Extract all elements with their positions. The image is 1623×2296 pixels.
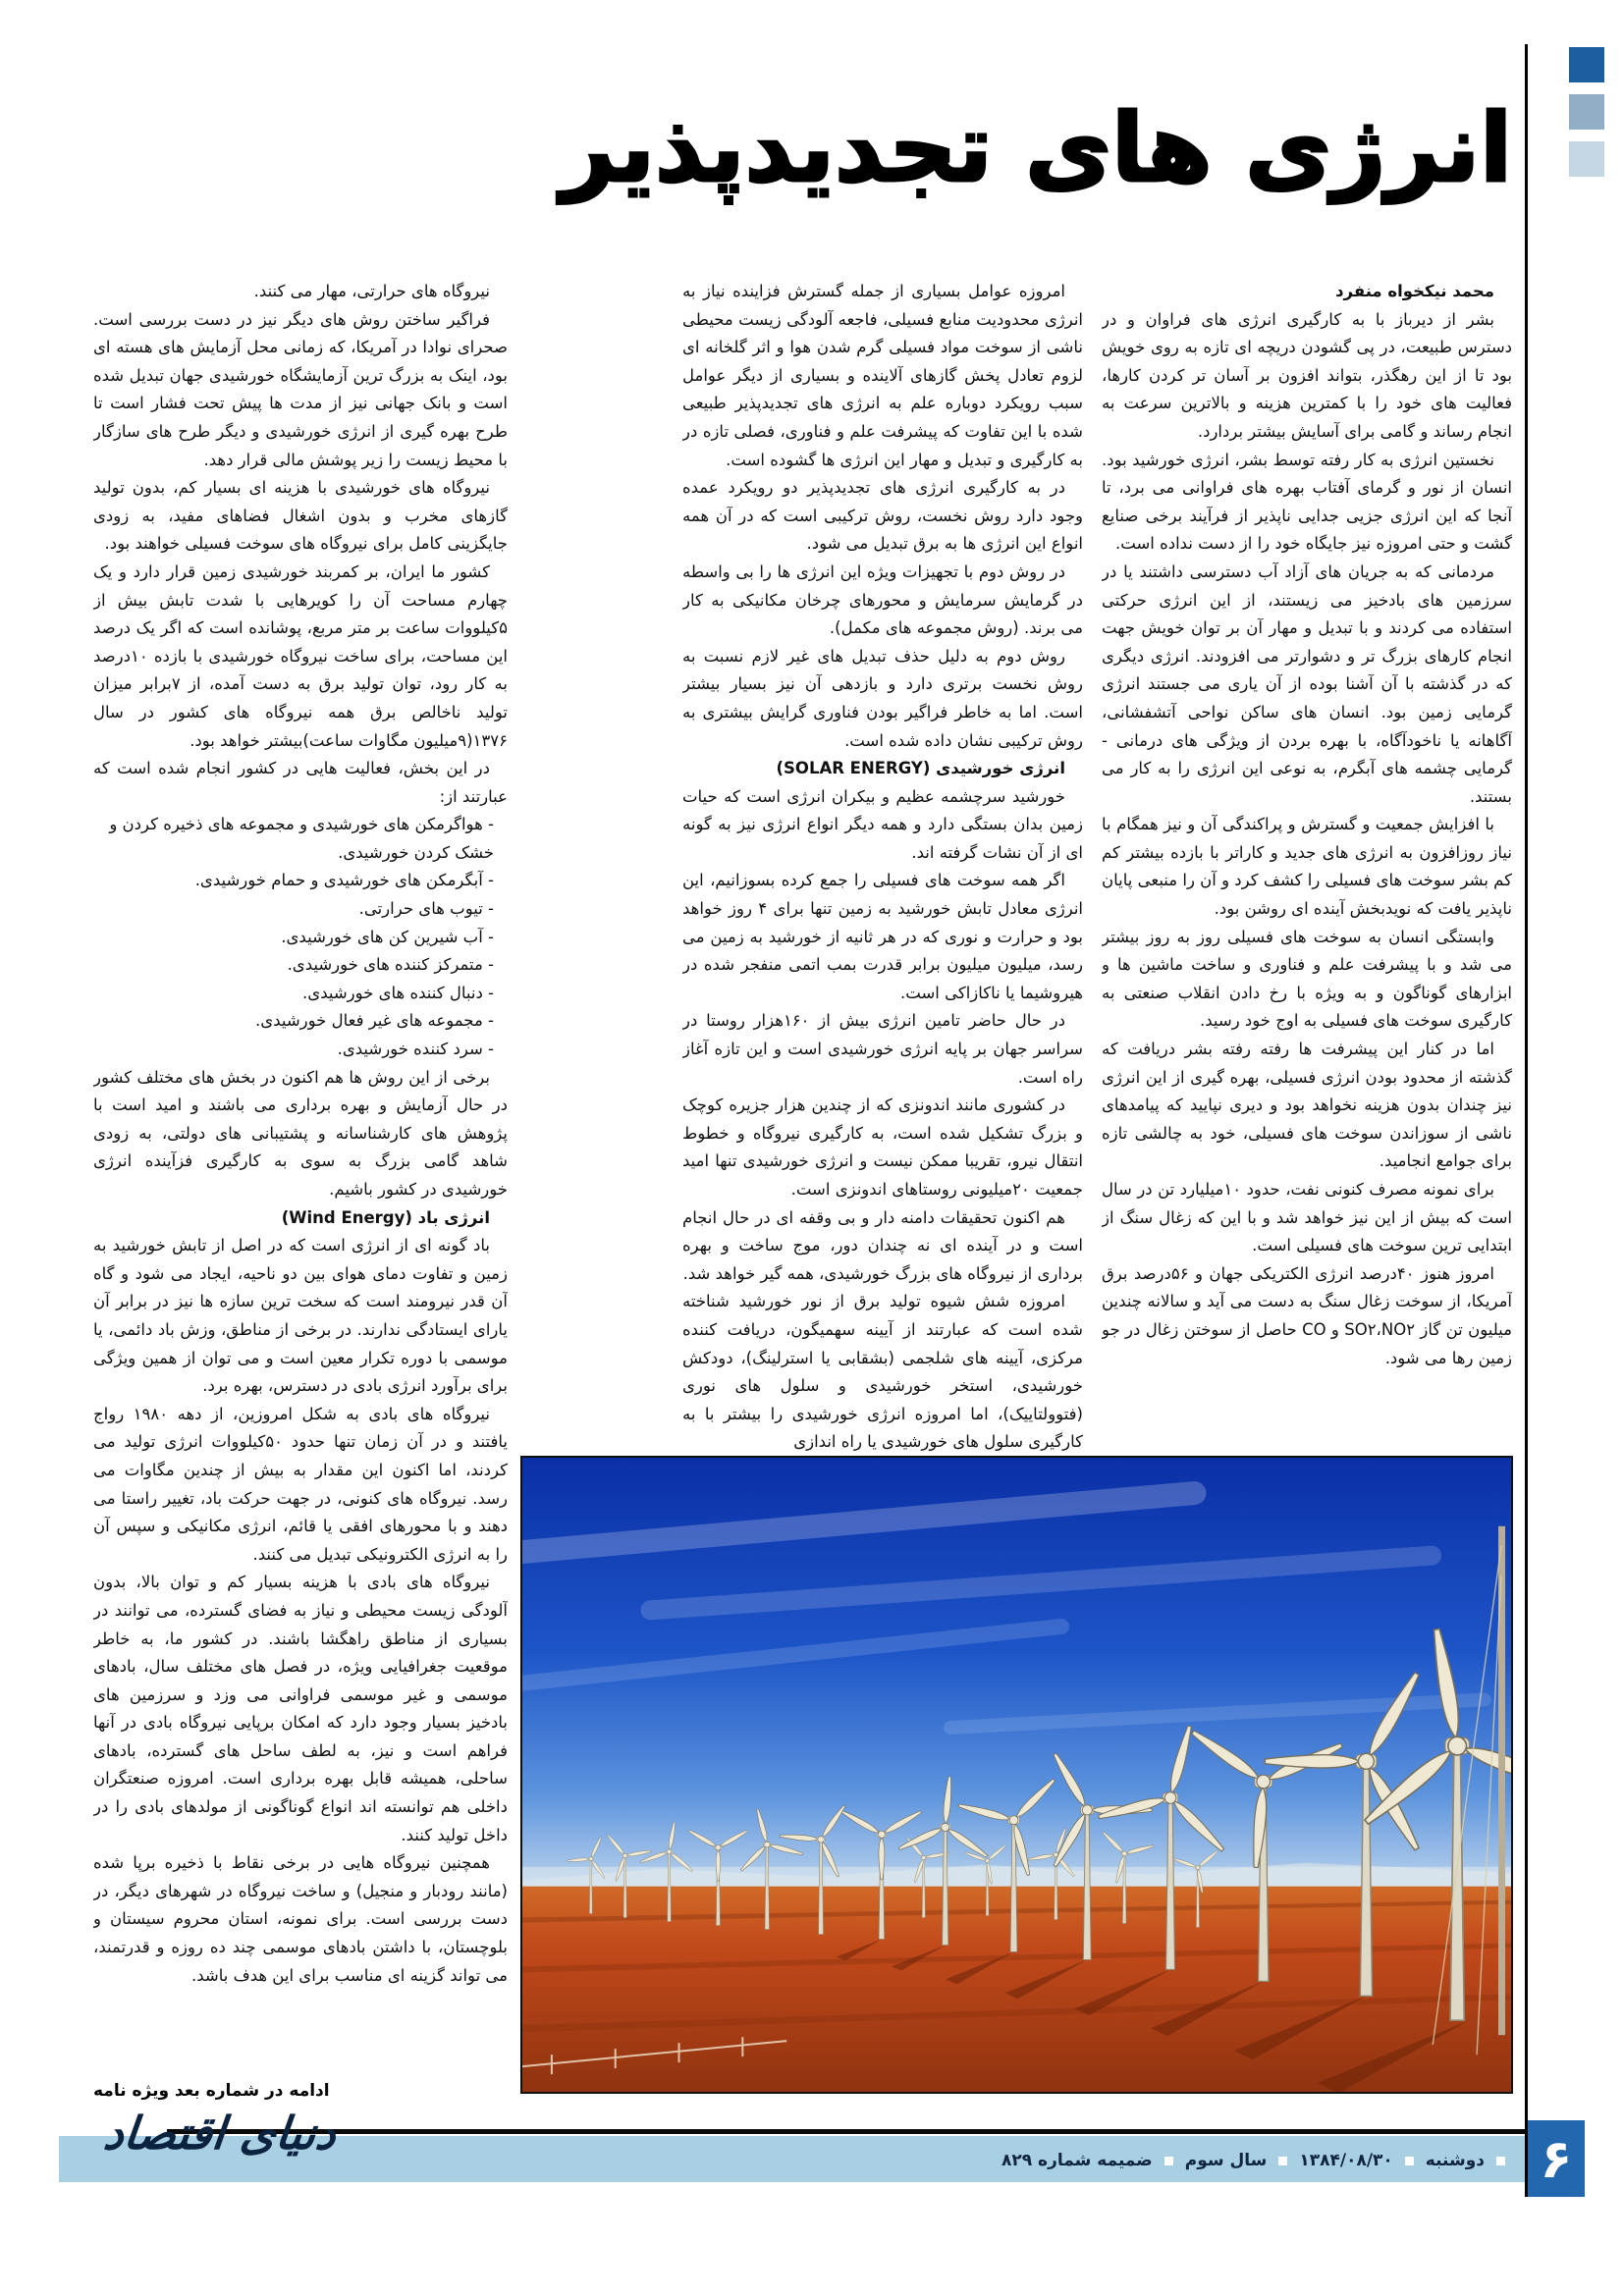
paragraph: نخستین انرژی به کار رفته توسط بشر، انرژی خورشید بود. انسان از نور و گرمای آفتاب بهره های فراوانی می برد، تا آنجا که این انرژی جزیی جدایی ناپذیر از فرآیند برخی صنایع گشت و حتی امروزه نیز جایگاه خود را از دست نداده است.	[1102, 450, 1512, 554]
decoration-square-dark	[1569, 47, 1604, 82]
byline: محمد نیکخواه منفرد	[1335, 282, 1494, 300]
paragraph: نیروگاه های خورشیدی با هزینه ای بسیار کم، بدون تولید گازهای مخرب و بدون اشغال فضاهای مفید، به زودی جایگزینی کامل برای نیروگاه های سوخت فسیلی خواهند بود.	[93, 478, 508, 554]
paragraph: بشر از دیرباز با به کارگیری انرژی های فراوان و در دسترس طبیعت، در پی گشودن دریچه ای تازه به روی خویش بود تا از این رهگذر، بتواند افزون بر آسان تر کردن کارها، فعالیت های خود را با کمترین هزینه و بالاترین سرعت به انجام رساند و گامی برای آسایش بیشتر بردارد.	[1102, 309, 1512, 441]
column-middle	[682, 278, 1083, 1451]
paragraph: خورشید سرچشمه عظیم و بیکران انرژی است که حیات زمین بدان بستگی دارد و همه دیگر انواع انرژی نیز به گونه ای از آن نشات گرفته اند.	[682, 786, 1083, 862]
list-item: - دنبال کننده های خورشیدی.	[302, 983, 494, 1002]
wind-farm-photo	[520, 1456, 1513, 2094]
continuation-notice: ادامه در شماره بعد ویژه نامه	[93, 2081, 330, 2101]
paragraph: در کشوری مانند اندونزی که از چندین هزار جزیره کوچک و بزرگ تشکیل شده است، به کارگیری نیروگاه و خطوط انتقال نیرو، تقریبا ممکن نیست و انرژی خورشیدی تنها امید جمعیت ۲۰میلیونی روستاهای اندونزی است.	[682, 1095, 1083, 1199]
square-separator-icon	[1496, 2157, 1505, 2165]
solar-energy-heading: انرژی خورشیدی (SOLAR ENERGY)	[776, 759, 1065, 778]
decoration-square-medium	[1569, 94, 1604, 130]
wind-energy-heading: انرژی باد (Wind Energy)	[281, 1207, 490, 1227]
paragraph: اما در کنار این پیشرفت ها رفته رفته بشر دریافت که گذشته از محدود بودن انرژی فسیلی، بهره گیری از این انرژی نیز چندان بدون هزینه نخواهد بود و دیری نپایید که پیامدهای ناشی از سوزاندن سوخت های فسیلی، خود به چالشی تازه برای جوامع انجامید.	[1102, 1040, 1512, 1171]
footer-rule	[167, 2129, 1525, 2134]
list-item: - مجموعه های غیر فعال خورشیدی.	[255, 1011, 494, 1031]
footer-issue: ضمیمه شماره ۸۲۹	[1001, 2151, 1153, 2170]
column-left	[93, 278, 508, 2080]
footer-day: دوشنبه	[1425, 2151, 1485, 2170]
square-separator-icon	[1278, 2157, 1287, 2165]
newspaper-logo: دنیای اقتصاد	[100, 2107, 339, 2160]
paragraph: امروزه عوامل بسیاری از جمله گسترش فزاینده نیاز به انرژی محدودیت منابع فسیلی، فاجعه آلودگی زیست محیطی ناشی از سوخت مواد فسیلی گرم شدن هوا و اثر گلخانه ای لزوم تعادل پخش گازهای آلاینده و بسیاری از دیگر عوامل سبب رویکرد دوباره علم به انرژی های تجدیدپذیر طبیعی شده با این تفاوت که پیشرفت علم و فناوری، فصلی تازه در به کارگیری و تبدیل و مهار این انرژی ها گشوده است.	[682, 282, 1083, 469]
paragraph: امروزه شش شیوه تولید برق از نور خورشید شناخته شده است که عبارتند از آیینه سهمیگون، دریافت کننده مرکزی، آیینه های شلجمی (بشقابی یا استرلینگ)، دودکش خورشیدی، استخر خورشیدی و سلول های نوری (فتوولتاییک)، اما امروزه انرژی خورشیدی را بیشتر با به کارگیری سلول های خورشیدی یا راه اندازی	[682, 1292, 1083, 1451]
paragraph: در این بخش، فعالیت هایی در کشور انجام شده است که عبارتند از:	[93, 759, 508, 806]
paragraph: برای نمونه مصرف کنونی نفت، حدود ۱۰میلیارد تن در سال است که بیش از این نیز خواهد شد و با این که زغال سنگ از ابتدایی ترین سوخت های فسیلی است.	[1102, 1180, 1512, 1255]
paragraph: فراگیر ساختن روش های دیگر نیز در دست بررسی است. صحرای نوادا در آمریکا، که زمانی محل آزمایش های هسته ای بود، اینک به بزرگ ترین آزمایشگاه خورشیدی جهان تبدیل شده است و بانک جهانی نیز از مدت ها پیش تحت فشار است تا طرح بهره گیری از انرژی خورشیدی و دیگر طرح های سازگار با محیط زیست را زیر پوشش مالی قرار دهد.	[93, 309, 508, 469]
paragraph: مردمانی که به جریان های آزاد آب دسترسی داشتند یا در سرزمین های بادخیز می زیستند، از این انرژی حرکتی استفاده می کردند و با تبدیل و مهار آن بر توان خویش جهت انجام کارهای بزرگ تر و دشوارتر می افزودند. انرژی دیگری که در گذشته با آن آشنا بوده از آن یاری می جستند انرژی گرمایی زمین بود. انسان های ساکن نواحی آتشفشانی، آگاهانه یا ناخودآگاه، با بهره بردن از ویژگی های درمانی - گرمایی چشمه های آبگرم، به نوعی این انرژی را به کار می بستند.	[1102, 561, 1512, 806]
paragraph: کشور ما ایران، بر کمربند خورشیدی زمین قرار دارد و یک چهارم مساحت آن را کویرهایی با شدت تابش بیش از ۵کیلووات ساعت بر متر مربع، پوشانده است که اگر یک درصد این مساحت، برای ساخت نیروگاه خورشیدی با بازده ۱۰درصد به کار رود، توان تولید برق به دست آمده، از ۷برابر میزان تولید ناخالص برق همه نیروگاه های کشور در سال ۱۳۷۶(۹میلیون مگاوات ساعت)بیشتر خواهد بود.	[93, 561, 508, 750]
paragraph: باد گونه ای از انرژی است که در اصل از تابش خورشید به زمین و تفاوت دمای هوای بین دو ناحیه، ایجاد می شود و گاه آن قدر نیرومند است که سخت ترین سازه ها نیز در برابر آن یارای ایستادگی ندارند. در برخی از مناطق، وزش باد دائمی، یا موسمی با دوره تکرار معین است و می توان از همین ویژگی برای برآورد انرژی بادی در دسترس، بهره برد.	[93, 1236, 508, 1396]
footer-year: سال سوم	[1184, 2151, 1268, 2170]
solar-activities-list	[93, 811, 508, 1063]
paragraph: روش دوم به دلیل حذف تبدیل های غیر لازم نسبت به روش نخست برتری دارد و بازدهی آن نیز بسیار بیشتر است. اما به خاطر فراگیر بودن فناوری گرایش بیشتری به روش ترکیبی نشان داده شده است.	[682, 646, 1083, 750]
decoration-square-light	[1569, 141, 1604, 177]
column-right	[1102, 278, 1512, 1448]
paragraph: نیروگاه های حرارتی، مهار می کنند.	[253, 282, 490, 300]
square-separator-icon	[1405, 2157, 1414, 2165]
list-item: - تیوب های حرارتی.	[358, 899, 494, 919]
wind-farm-illustration	[522, 1458, 1511, 2092]
list-item: - سرد کننده خورشیدی.	[337, 1040, 494, 1059]
paragraph: وابستگی انسان به سوخت های فسیلی روز به روز بیشتر می شد و با پیشرفت علم و فناوری و ساخت ماشین ها و ابزارهای گوناگون و به ویژه با رخ دادن انقلاب صنعتی به کارگیری سوخت های فسیلی به اوج خود رسید.	[1102, 927, 1512, 1031]
paragraph: با افزایش جمعیت و گسترش و پراکندگی آن و نیز همگام با نیاز روزافزون به انرژی های جدید و کاراتر با بازده بیشتر کم کم بشر سوخت های فسیلی را کشف کرد و آن را منبعی پایان ناپذیر یافت که نویدبخش آینده ای روشن بود.	[1102, 815, 1512, 919]
page-number: ۶	[1540, 2127, 1573, 2190]
paragraph: امروز هنوز ۴۰درصد انرژی الکتریکی جهان و ۵۶درصد برق آمریکا، از سوخت زغال سنگ به دست می آید و سالانه چندین میلیون تن گاز SO۲،NO۲ و CO حاصل از سوختن زغال در جو زمین رها می شود.	[1102, 1263, 1512, 1367]
footer-date: ۱۳۸۴/۰۸/۳۰	[1299, 2151, 1393, 2170]
paragraph: هم اکنون تحقیقات دامنه دار و بی وقفه ای در حال انجام است و در آینده ای نه چندان دور، موج ساخت و بهره برداری از نیروگاه های بزرگ خورشیدی، همه گیر خواهد شد.	[682, 1207, 1083, 1283]
paragraph: اگر همه سوخت های فسیلی را جمع کرده بسوزانیم، این انرژی معادل تابش خورشید به زمین تنها برای ۴ روز خواهد بود و حرارت و نوری که در هر ثانیه از خورشید به زمین می رسد، میلیون میلیون برابر قدرت بمب اتمی منفجر شده در هیروشیما یا ناکازاکی است.	[682, 871, 1083, 1002]
page-title: انرژی های تجدیدپذیر	[561, 93, 1512, 203]
paragraph: برخی از این روش ها هم اکنون در بخش های مختلف کشور در حال آزمایش و بهره برداری می باشند و امید است با پژوهش های کارشناسانه و پشتیبانی های دولتی، به زودی شاهد گامی بزرگ به سوی به کارگیری فزآینده انرژی خورشیدی در کشور باشیم.	[93, 1067, 508, 1199]
list-item: - آب شیرین کن های خورشیدی.	[281, 927, 494, 946]
list-item: - متمرکز کننده های خورشیدی.	[287, 955, 494, 975]
page-number-badge	[1528, 2120, 1585, 2197]
paragraph: در حال حاضر تامین انرژی بیش از ۱۶۰هزار روستا در سراسر جهان بر پایه انرژی خورشیدی است و این تازه آغاز راه است.	[682, 1011, 1083, 1087]
paragraph: نیروگاه های بادی به شکل امروزین، از دهه ۱۹۸۰ رواج یافتند و در آن زمان تنها حدود ۵۰کیلووات انرژی تولید می کردند، اما اکنون این مقدار به بیش از چندین مگاوات می رسد. نیروگاه های کنونی، در جهت حرکت باد، تغییر راستا می دهند و با محورهای افقی یا قائم، انرژی مکانیکی و سپس آن را به انرژی الکترونیکی تبدیل می کنند.	[93, 1404, 508, 1564]
square-separator-icon	[1164, 2157, 1173, 2165]
list-item: - آبگرمکن های خورشیدی و حمام خورشیدی.	[194, 871, 494, 890]
footer-meta	[1001, 2146, 1505, 2175]
list-item: - هواگرمکن های خورشیدی و مجموعه های ذخیره کردن و خشک کردن خورشیدی.	[109, 815, 494, 862]
paragraph: نیروگاه های بادی با هزینه بسیار کم و توان بالا، بدون آلودگی زیست محیطی و نیاز به فضای گسترده، می توانند در بسیاری از مناطق راهگشا باشند. در کشور ما، به خاطر موقعیت جغرافیایی ویژه، در فصل های مختلف سال، بادهای موسمی و غیر موسمی فراوانی می وزد و سرزمین های بادخیز بسیار وجود دارد که امکان برپایی نیروگاه بادی در آنها فراهم است و نیز، به لطف ساحل های گسترده، بادهای ساحلی، همیشه قابل بهره برداری است. امروزه صنعتگران داخلی هم توانسته اند انواع گوناگونی از مولدهای بادی را در داخل تولید کنند.	[93, 1573, 508, 1844]
right-margin-rule	[1525, 44, 1528, 2197]
paragraph: در به کارگیری انرژی های تجدیدپذیر دو رویکرد عمده وجود دارد روش نخست، روش ترکیبی است که در آن همه انواع این انرژی ها به برق تبدیل می شود.	[682, 478, 1083, 554]
paragraph: در روش دوم با تجهیزات ویژه این انرژی ها را بی واسطه در گرمایش سرمایش و محورهای چرخان مکانیکی به کار می برند. (روش مجموعه های مکمل).	[682, 561, 1083, 638]
paragraph: همچنین نیروگاه هایی در برخی نقاط با ذخیره برپا شده (مانند رودبار و منجیل) و ساخت نیروگاه در شهرهای دیگر، در دست بررسی است. برای نمونه، استان محروم سیستان و بلوچستان، با داشتن بادهای موسمی چند ده روزه و قدرتمند، می تواند گزینه ای مناسب برای این هدف باشد.	[93, 1853, 508, 1985]
